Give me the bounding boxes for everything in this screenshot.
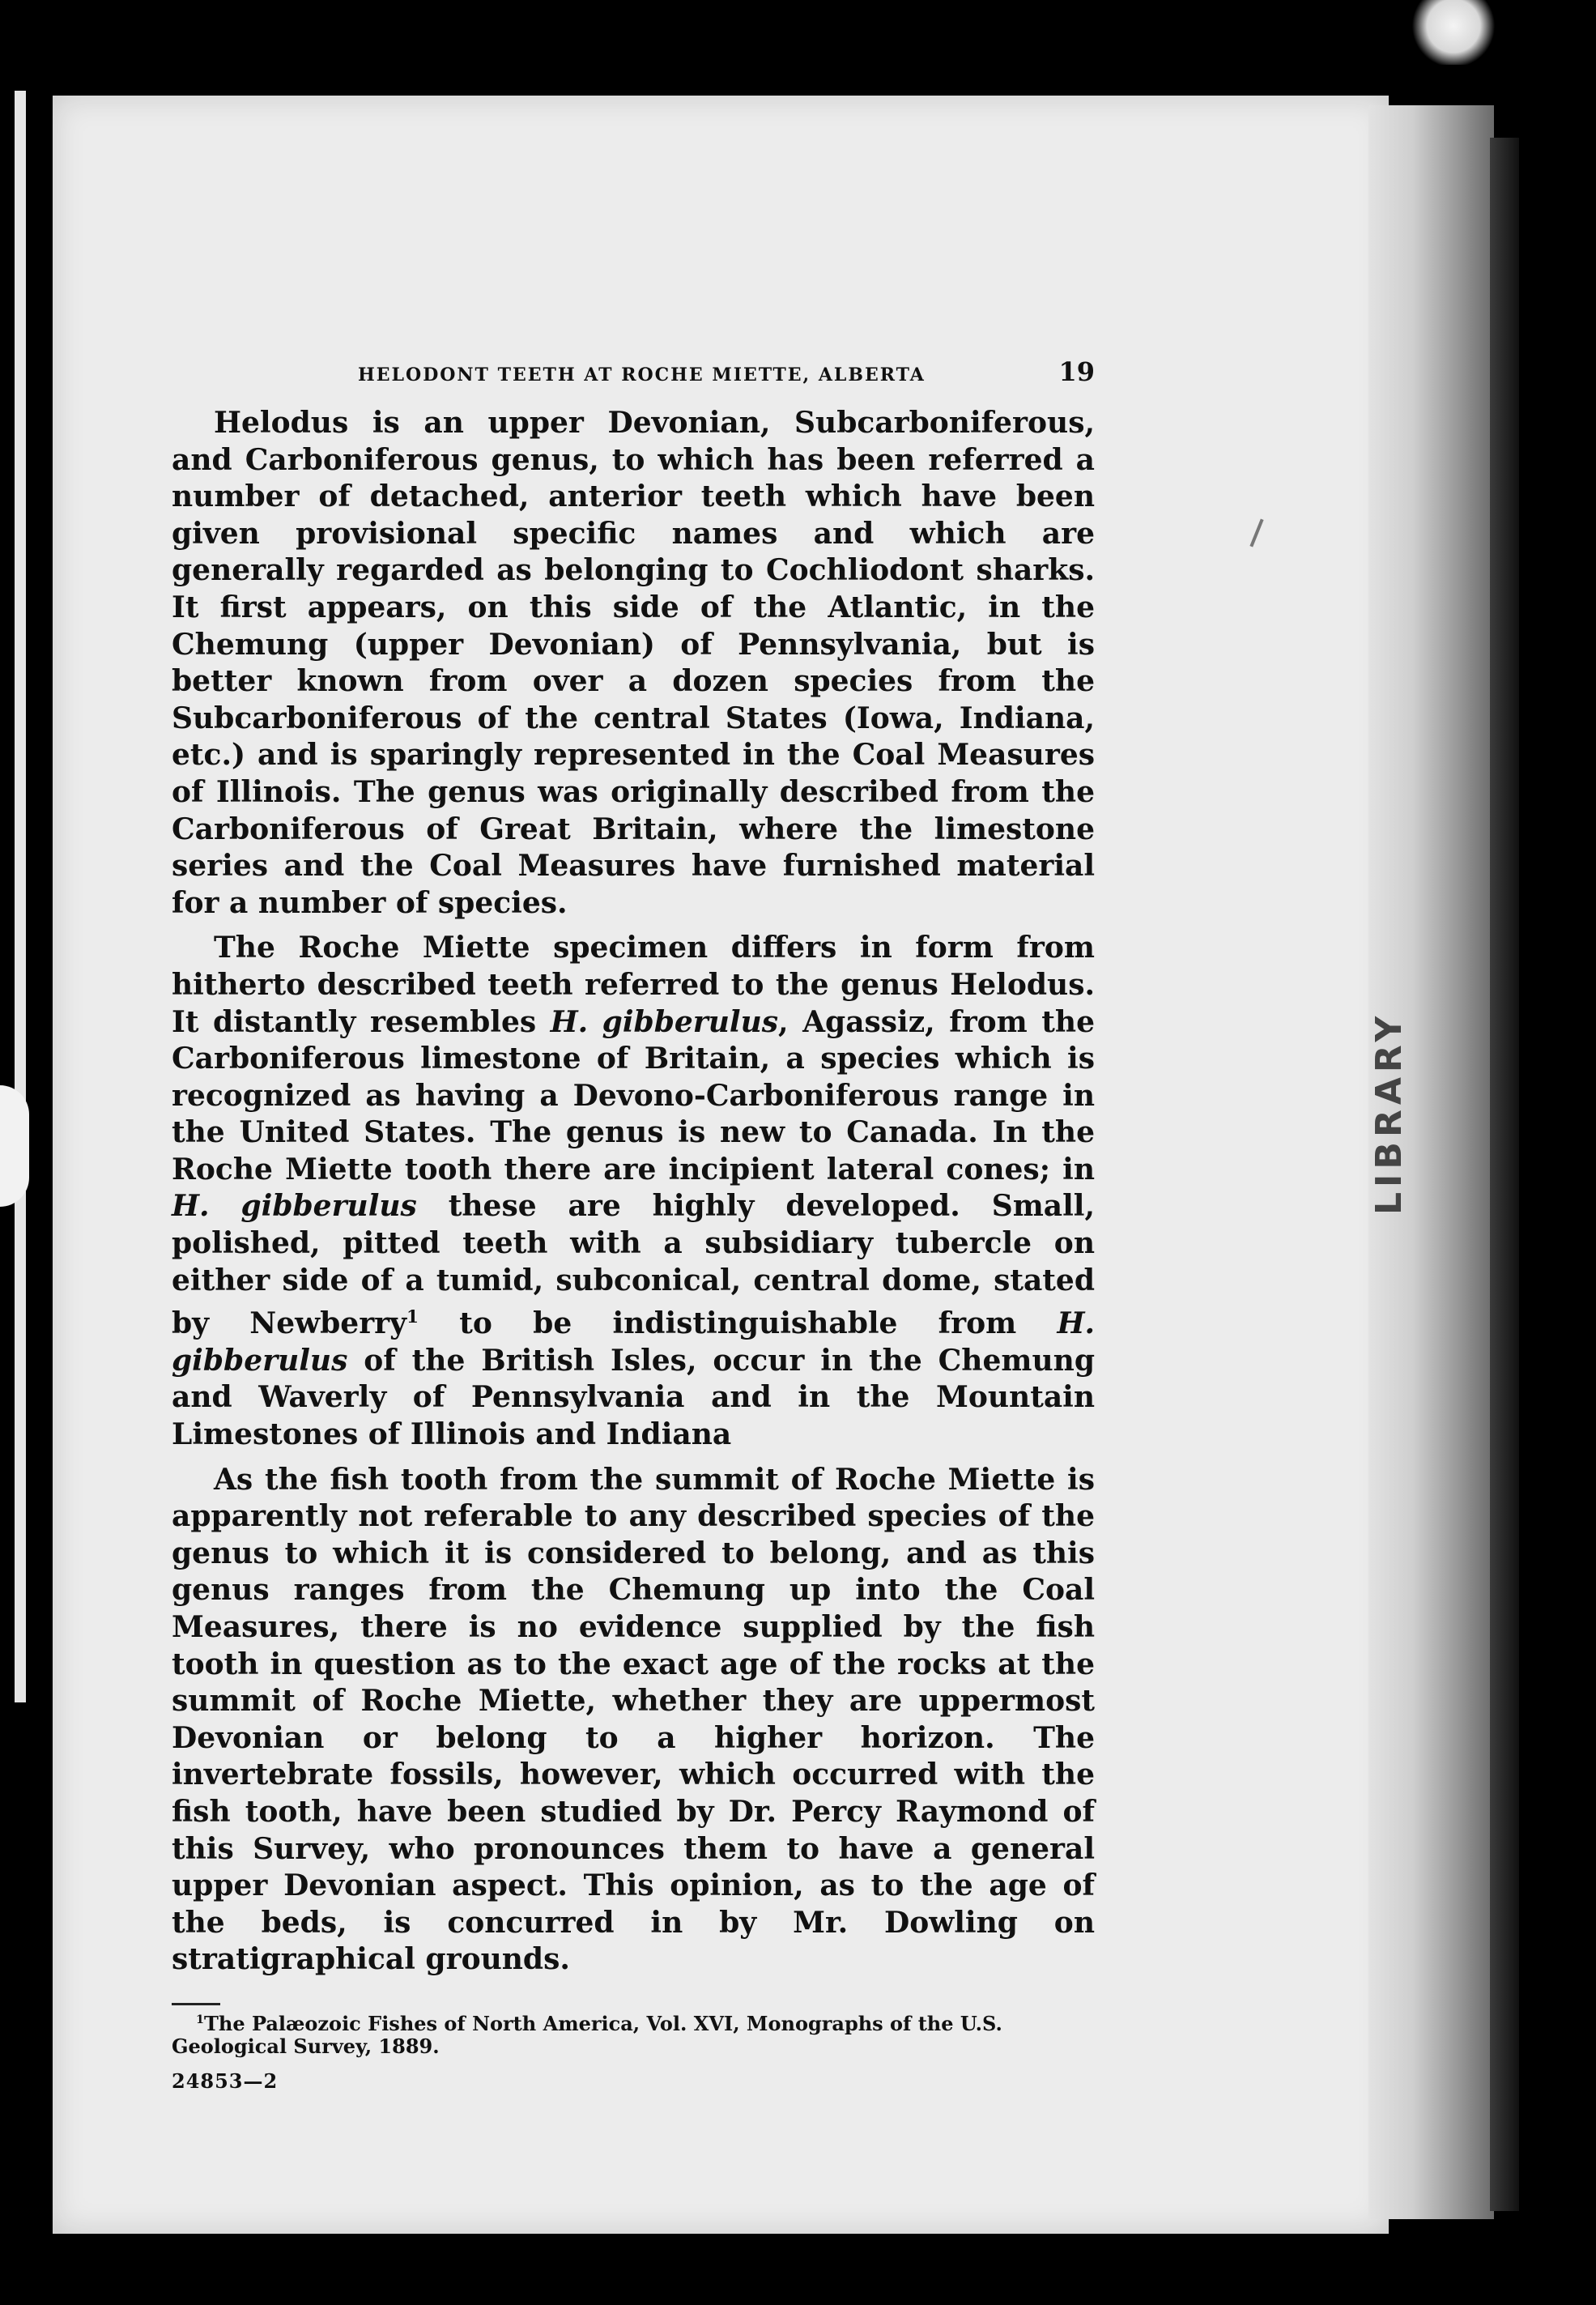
italic-taxon: H. gibberulus xyxy=(172,1189,417,1224)
text-run: these are highly developed. Small, polished, pitted teeth with a subsidiary tubercle on either side of a tumid, subconical, central dome, stated by Newberry xyxy=(172,1189,1095,1341)
footnote-ref: 1 xyxy=(406,1307,419,1328)
paragraph xyxy=(172,405,1095,922)
corner-blemish xyxy=(1409,0,1498,65)
library-stamp: LIBRARY xyxy=(1368,1011,1410,1215)
text-run: Helodus is an upper Devonian, Subcarboniferous, and Carboniferous genus, to which has been referred a number of detached, anterior teeth which have been given provisional specific names and which are generally regarded as belonging to Cochliodont sharks. It first appears, on this side of the Atlantic, in the Chemung (upper Devonian) of Pennsylvania, but is better known from over a dozen species from the Subcarboniferous of the central States (Iowa, Indiana, etc.) and is sparingly represented in the Coal Measures of Illinois. The genus was originally described from the Carboniferous of Great Britain, where the limestone series and the Coal Measures have furnished material for a number of species. xyxy=(172,406,1095,920)
text-run: to be indistinguishable from xyxy=(419,1306,1058,1341)
footnote xyxy=(172,2009,1095,2058)
text-block xyxy=(172,356,1095,2093)
signature-mark: 24853—2 xyxy=(172,2069,279,2093)
footnote-rule xyxy=(172,2003,220,2005)
running-head xyxy=(172,356,1095,405)
italic-taxon: H. gibberulus xyxy=(550,1004,779,1039)
scan-left-tab xyxy=(0,1085,29,1207)
footnote-text: The Palæozoic Fishes of North America, Vol. XVI, Monographs of the U.S. Geological Survey, 1889. xyxy=(172,2011,1002,2058)
paragraph xyxy=(172,930,1095,1453)
paragraph xyxy=(172,1462,1095,1979)
footnote-marker: 1 xyxy=(196,2012,205,2026)
page-number: 19 xyxy=(1058,356,1095,387)
body-paragraphs xyxy=(172,405,1095,1979)
text-run: As the fish tooth from the summit of Roche Miette is apparently not referable to any described species of the genus to which it is considered to belong, and as this genus ranges from the Chemung up into the Coal Measures, there is no evidence supplied by the fish tooth in question as to the exact age of the rocks at the summit of Roche Miette, whether they are uppermost Devonian or belong to a higher horizon. The invertebrate fossils, however, which occurred with the fish tooth, have been studied by Dr. Percy Raymond of this Survey, who pronounces them to have a general upper Devonian aspect. This opinion, as to the age of the beds, is concurred in by Mr. Dowling on stratigraphical grounds. xyxy=(172,1462,1095,1977)
book-spine-shadow xyxy=(1490,138,1519,2211)
running-head-title: HELODONT TEETH AT ROCHE MIETTE, ALBERTA xyxy=(358,364,926,386)
text-run: , Agassiz, from the Carboniferous limestone of Britain, a species which is recognized as having a Devono-Carboniferous range in the United States. The genus is new to Canada. In the Roche Miette tooth there are incipient lateral cones; in xyxy=(172,1004,1095,1187)
text-run: The Roche Miette specimen differs in form from hitherto described teeth referred to the genus Helodus. It distantly resembles xyxy=(172,931,1095,1039)
italic-taxon: H. gibberulus xyxy=(172,1306,1095,1378)
scan-left-edge xyxy=(15,91,26,1702)
text-run: of the British Isles, occur in the Chemung and Waverly of Pennsylvania and in the Mountain Limestones of Illinois and Indiana xyxy=(172,1343,1095,1452)
